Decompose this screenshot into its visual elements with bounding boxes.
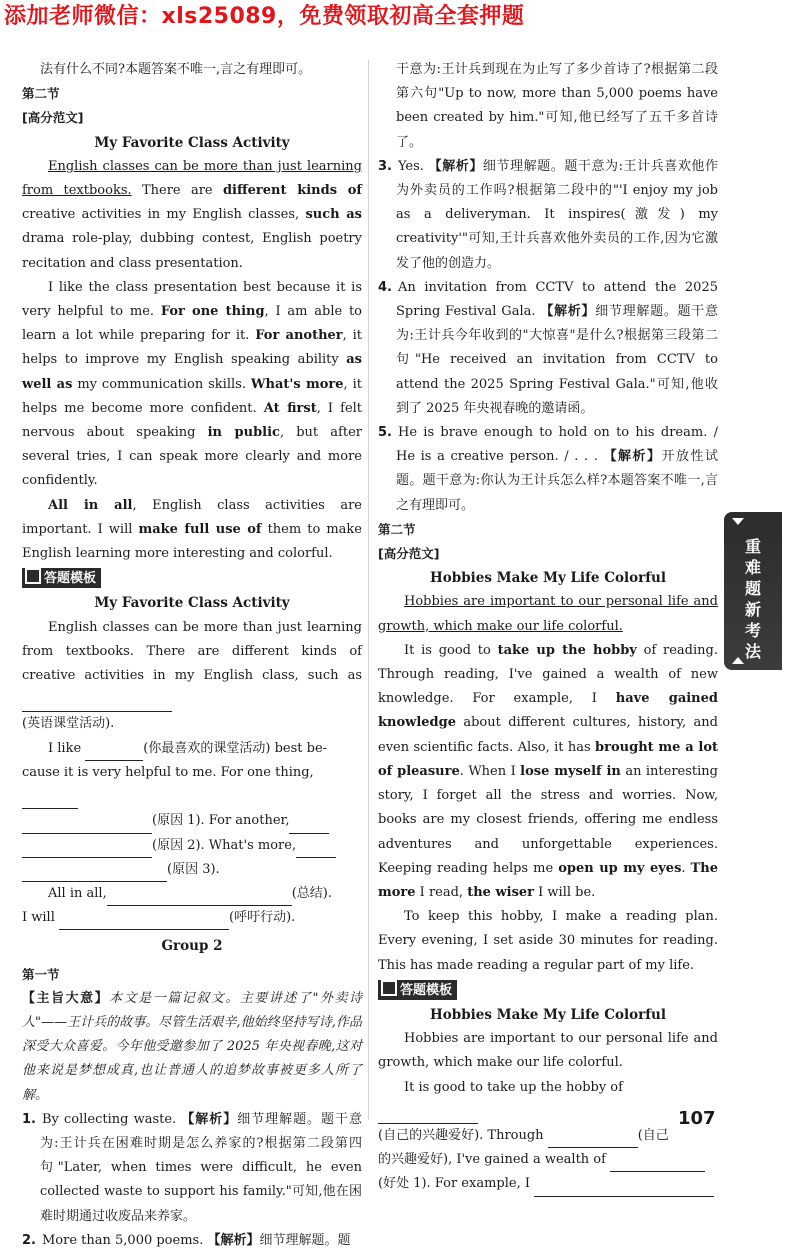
model-essay-label: [高分范文] [22, 110, 84, 126]
section-2-heading: 第二节 [22, 86, 60, 102]
answer-2: 2. More than 5,000 poems. 【解析】细节理解题。题 [22, 1232, 351, 1248]
answer-blank[interactable] [22, 794, 78, 809]
answer-3: 3. Yes. 【解析】细节理解题。题干意为:王计兵喜欢他作为外卖员的工作吗?根据第二段中的"'I enjoy my job as a deliveryman. It inspires(激发) my creativity'"可知,王计兵喜欢他外卖员的工作,因为它激发了他的创造力。 [378, 158, 718, 271]
answer-blank[interactable] [534, 1182, 714, 1197]
answer-blank[interactable] [85, 746, 143, 761]
answer-blank[interactable] [22, 697, 172, 712]
template2-line-4: (好处 1). For example, I [378, 1172, 718, 1196]
template1-cause-line: cause it is very helpful to me. For one thing, [22, 761, 362, 809]
answer-blank[interactable] [548, 1133, 638, 1148]
side-tab-label: 重 难 题 新 考 法 [744, 537, 761, 661]
essay1-topic-sentence: English classes can be more than just learning from textbooks. [22, 158, 362, 199]
template1-note-1: (英语课堂活动). [22, 716, 115, 732]
template1-like-line: I like (你最喜欢的课堂活动) best be- [22, 737, 362, 761]
essay1-paragraph-3: All in all, English class activities are important. I will make full use of them to make English learning more interesting and colorful. [22, 497, 363, 562]
triangle-down-icon [732, 518, 744, 525]
essay2-paragraph-2: To keep this hobby, I make a reading plan. Every evening, I set aside 30 minutes for reading. This has made reading a regular part of my life. [378, 909, 718, 973]
essay2-title: Hobbies Make My Life Colorful [430, 570, 666, 587]
left-column [22, 58, 362, 1253]
triangle-up-icon [732, 657, 744, 664]
model-essay-label-right: [高分范文] [378, 546, 440, 562]
answer-5: 5. He is brave enough to hold on to his dream. / He is a creative person. / . . . 【解析】开放性试题。题干意为:你认为王计兵怎么样?本题答案不唯一,言之有理即可。 [378, 425, 718, 513]
template2-line-2: (自己的兴趣爱好). Through (自己 [378, 1124, 718, 1148]
section-2-heading-right: 第二节 [378, 521, 416, 537]
essay1-paragraph-1: English classes can be more than just learning from textbooks. There are different kinds of creative activities in my English classes, such as drama role-play, dubbing contest, English poetry recitation and class presentation. [22, 158, 363, 271]
answer-blank[interactable] [107, 891, 292, 906]
essay1-paragraph-2: I like the class presentation best because it is very helpful to me. For one thing, I am able to learn a lot while preparing for it. For another, it helps to improve my English speaking ability as well as my communication skills. What's more, it helps me become more confident. At first, I felt nervous about speaking in public, but after several tries, I can speak more clearly and more confidently. [22, 279, 363, 489]
template2-title: Hobbies Make My Life Colorful [430, 1006, 666, 1023]
answer-blank[interactable] [22, 819, 152, 834]
answer-blank[interactable] [289, 819, 329, 834]
answer-blank[interactable] [296, 843, 336, 858]
template1-call-line: I will (呼吁行动). [22, 906, 362, 930]
section-1-heading: 第一节 [22, 966, 60, 982]
book-icon [25, 568, 41, 584]
answer-blank[interactable] [378, 1109, 478, 1124]
answer-blank[interactable] [59, 915, 229, 930]
left-line1: 法有什么不同?本题答案不唯一,言之有理即可。 [40, 62, 312, 77]
template2-line-3: 的兴趣爱好), I've gained a wealth of [378, 1148, 718, 1172]
template1-reason-1: (原因 1). For another, [22, 809, 362, 833]
answer-1: 1. By collecting waste. 【解析】细节理解题。题干意为:王计兵在困难时期是怎么养家的?根据第二段第四句"Later, when times were difficult, he even collected waste to support his family."可知,他在困难时期通过收废品来养家。 [22, 1111, 362, 1224]
template-label-right: 答题模板 [378, 980, 457, 1000]
side-tab[interactable] [724, 512, 782, 670]
template1-title: My Favorite Class Activity [94, 595, 290, 612]
book-icon [381, 980, 397, 996]
template-label: 答题模板 [22, 568, 101, 588]
essay1-title: My Favorite Class Activity [94, 134, 290, 151]
template1-summary-line: All in all, (总结). [22, 882, 362, 906]
template2-paragraph-1: Hobbies are important to our personal life and growth, which make our life colorful. [378, 1031, 718, 1071]
template1-reason-3: (原因 3). [22, 858, 362, 882]
template1-paragraph-1: English classes can be more than just learning from textbooks. There are different kinds of creative activities in my English class, such as [22, 616, 362, 713]
template1-reason-2: (原因 2). What's more, [22, 834, 362, 858]
group2-heading: Group 2 [161, 938, 223, 955]
right-column [378, 58, 718, 1197]
essay2-paragraph-1: It is good to take up the hobby of reading. Through reading, I've gained a wealth of new knowledge. For example, I have gained knowledge about different cultures, history, and even scientific facts. Also, it has brought me a lot of pleasure. When I lose myself in an interesting story, I forget all the stress and worries. Now, books are my closest friends, offering me endless adventures and unforgettable experiences. Keeping reading helps me open up my eyes. The more I read, the wiser I will be. [378, 642, 719, 900]
gist-paragraph: 【主旨大意】本文是一篇记叙文。主要讲述了"外卖诗人"——王计兵的故事。尽管生活艰辛,他始终坚持写诗,作品深受大众喜爱。今年他受邀参加了 2025 年央视春晚,这对他来说是梦想成真,也让普通人的追梦故事被更多人所了解。 [22, 990, 362, 1103]
answer-blank[interactable] [610, 1157, 705, 1172]
answer-blank[interactable] [22, 867, 167, 882]
answer-2-continued: 干意为:王计兵到现在为止写了多少首诗了?根据第二段第六句"Up to now, more than 5,000 poems have been created by him."可知,他已经写了五千多首诗了。 [396, 62, 718, 150]
page-number: 107 [678, 1108, 716, 1129]
answer-blank[interactable] [22, 843, 152, 858]
column-divider [368, 60, 369, 1120]
template2-good-line: It is good to take up the hobby of [378, 1076, 718, 1124]
promo-banner: 添加老师微信：xls25089，免费领取初高全套押题 [0, 0, 644, 34]
answer-4: 4. An invitation from CCTV to attend the 2025 Spring Festival Gala. 【解析】细节理解题。题干意为:王计兵今年收到的"大惊喜"是什么?根据第三段第二句"He received an invitation from CCTV to attend the 2025 Spring Festival Gala."可知,他收到了 2025 年央视春晚的邀请函。 [378, 279, 718, 416]
essay2-topic-sentence: Hobbies are important to our personal life and growth, which make our life colorful. [378, 594, 718, 634]
